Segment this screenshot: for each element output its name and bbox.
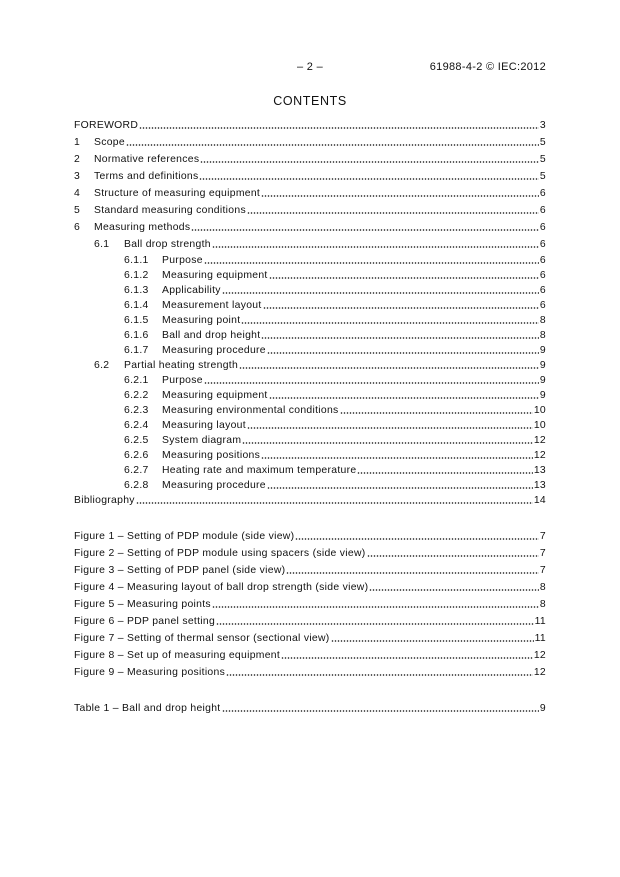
dot-leader xyxy=(357,463,532,478)
toc-entry-label: Normative references xyxy=(94,153,200,165)
toc-entry-page-number: 14 xyxy=(533,494,546,506)
toc-entry-label: Measuring layout xyxy=(162,419,246,431)
toc-entry-page-number: 13 xyxy=(533,479,546,491)
dot-leader xyxy=(340,403,533,418)
table-entry-1 xyxy=(74,700,546,717)
toc-entry-number: 4 xyxy=(74,187,81,199)
toc-entry-page-number: 8 xyxy=(539,314,546,326)
figure-entry-page-number: 8 xyxy=(539,598,546,610)
dot-leader xyxy=(226,664,533,681)
figure-entry-page-number: 7 xyxy=(539,564,546,576)
toc-entry-page-number: 6 xyxy=(539,269,546,281)
toc-entry-label: Scope xyxy=(94,136,125,148)
toc-entry-number: 6.1.6 xyxy=(124,329,149,341)
dot-leader xyxy=(126,134,539,151)
toc-entry-number: 6.2.8 xyxy=(124,479,149,491)
document-reference: 61988-4-2 © IEC:2012 xyxy=(429,61,546,73)
toc-entry-page-number: 5 xyxy=(539,136,546,148)
toc-entry-page-number: 8 xyxy=(539,329,546,341)
toc-entry-page-number: 6 xyxy=(539,187,546,199)
figure-entry-1 xyxy=(74,528,546,545)
toc-entry-label: Ball and drop height xyxy=(162,329,261,341)
toc-entry-6-1-1-purpose xyxy=(74,253,546,268)
toc-entry-number: 6.2.2 xyxy=(124,389,149,401)
toc-entry-6-measuring-methods xyxy=(74,219,546,236)
toc-entry-page-number: 6 xyxy=(539,299,546,311)
dot-leader xyxy=(286,562,539,579)
toc-entry-label: Measuring point xyxy=(162,314,241,326)
figure-entry-7 xyxy=(74,630,546,647)
dot-leader xyxy=(261,448,533,463)
dot-leader xyxy=(269,268,539,283)
figure-entry-8 xyxy=(74,647,546,664)
toc-entry-number: 6.2 xyxy=(94,359,110,371)
toc-entry-number: 6.2.1 xyxy=(124,374,149,386)
figure-entry-page-number: 11 xyxy=(534,615,546,627)
dot-leader xyxy=(191,219,539,236)
toc-entry-bibliography xyxy=(74,493,546,508)
toc-entry-number: 5 xyxy=(74,204,81,216)
dot-leader xyxy=(263,298,539,313)
toc-entry-page-number: 12 xyxy=(533,449,546,461)
toc-entry-label: Standard measuring conditions xyxy=(94,204,246,216)
toc-entry-6-1-7-measuring-procedure xyxy=(74,343,546,358)
dot-leader xyxy=(261,328,538,343)
dot-leader xyxy=(281,647,533,664)
list-of-tables xyxy=(74,700,546,717)
toc-entry-6-2-3-measuring-environmental-conditions xyxy=(74,403,546,418)
toc-entry-page-number: 12 xyxy=(533,434,546,446)
toc-entry-label: Measuring procedure xyxy=(162,344,266,356)
toc-entry-label: Measuring methods xyxy=(94,221,191,233)
dot-leader xyxy=(241,313,538,328)
figure-entry-label: Figure 6 – PDP panel setting xyxy=(74,615,216,627)
dot-leader xyxy=(216,613,534,630)
toc-entry-label: Measuring positions xyxy=(162,449,261,461)
toc-entry-number: 6.2.4 xyxy=(124,419,149,431)
toc-entry-label: Measuring equipment xyxy=(162,389,268,401)
toc-entry-number: 6.2.7 xyxy=(124,464,149,476)
figure-entry-label: Figure 1 – Setting of PDP module (side view) xyxy=(74,530,295,542)
dot-leader xyxy=(204,253,539,268)
toc-entry-label: Purpose xyxy=(162,374,203,386)
figure-entry-page-number: 11 xyxy=(534,632,546,644)
dot-leader xyxy=(267,343,539,358)
dot-leader xyxy=(331,630,534,647)
toc-entry-4-structure-of-measuring-equipment xyxy=(74,185,546,202)
toc-entry-label: Partial heating strength xyxy=(124,359,239,371)
figure-entry-3 xyxy=(74,562,546,579)
toc-entry-page-number: 6 xyxy=(539,254,546,266)
toc-entry-number: 2 xyxy=(74,153,81,165)
dot-leader xyxy=(367,545,539,562)
toc-entry-page-number: 6 xyxy=(539,221,546,233)
toc-entry-label: Applicability xyxy=(162,284,221,296)
toc-entry-number: 6.1.1 xyxy=(124,254,149,266)
toc-entry-number: 6.2.3 xyxy=(124,404,149,416)
toc-entry-number: 6.1 xyxy=(94,238,110,250)
figure-entry-label: Figure 4 – Measuring layout of ball drop strength (side view) xyxy=(74,581,369,593)
toc-entry-6-1-2-measuring-equipment xyxy=(74,268,546,283)
toc-entry-label: Terms and definitions xyxy=(94,170,199,182)
toc-entry-number: 6.1.5 xyxy=(124,314,149,326)
toc-entry-page-number: 6 xyxy=(539,204,546,216)
dot-leader xyxy=(295,528,539,545)
dot-leader xyxy=(136,493,533,508)
toc-entry-label: Bibliography xyxy=(74,494,135,506)
toc-entry-label: System diagram xyxy=(162,434,242,446)
toc-entry-6-2-8-measuring-procedure xyxy=(74,478,546,493)
toc-entry-label: Ball drop strength xyxy=(124,238,211,250)
toc-entry-6-2-1-purpose xyxy=(74,373,546,388)
table-of-contents xyxy=(74,117,546,508)
toc-entry-page-number: 10 xyxy=(533,404,546,416)
figure-entry-label: Figure 3 – Setting of PDP panel (side view) xyxy=(74,564,286,576)
toc-entry-page-number: 10 xyxy=(533,419,546,431)
toc-entry-6-2-2-measuring-equipment xyxy=(74,388,546,403)
toc-entry-6-1-4-measurement-layout xyxy=(74,298,546,313)
dot-leader xyxy=(199,168,538,185)
toc-entry-page-number: 13 xyxy=(533,464,546,476)
page-number-header: – 2 – xyxy=(297,61,323,73)
toc-entry-number: 6.1.4 xyxy=(124,299,149,311)
dot-leader xyxy=(267,478,533,493)
toc-entry-page-number: 5 xyxy=(539,153,546,165)
toc-entry-number: 6.2.5 xyxy=(124,434,149,446)
toc-entry-3-terms-and-definitions xyxy=(74,168,546,185)
toc-entry-number: 6.1.2 xyxy=(124,269,149,281)
dot-leader xyxy=(200,151,539,168)
toc-entry-label: FOREWORD xyxy=(74,119,139,131)
toc-entry-6-2-7-heating-rate-and-maximum-temperature xyxy=(74,463,546,478)
toc-entry-6-1-6-ball-and-drop-height xyxy=(74,328,546,343)
dot-leader xyxy=(212,236,539,253)
toc-entry-label: Measuring environmental conditions xyxy=(162,404,339,416)
toc-entry-number: 3 xyxy=(74,170,81,182)
toc-entry-number: 6.1.7 xyxy=(124,344,149,356)
toc-entry-label: Structure of measuring equipment xyxy=(94,187,261,199)
dot-leader xyxy=(222,700,539,717)
figure-entry-5 xyxy=(74,596,546,613)
figure-entry-label: Figure 7 – Setting of thermal sensor (sectional view) xyxy=(74,632,330,644)
toc-entry-6-2-6-measuring-positions xyxy=(74,448,546,463)
figure-entry-label: Figure 8 – Set up of measuring equipment xyxy=(74,649,281,661)
figure-entry-page-number: 7 xyxy=(539,530,546,542)
figure-entry-page-number: 12 xyxy=(533,649,546,661)
figure-entry-page-number: 8 xyxy=(539,581,546,593)
toc-entry-page-number: 9 xyxy=(539,359,546,371)
toc-entry-foreword xyxy=(74,117,546,134)
figure-entry-page-number: 7 xyxy=(539,547,546,559)
dot-leader xyxy=(269,388,539,403)
toc-entry-page-number: 6 xyxy=(539,238,546,250)
toc-entry-label: Heating rate and maximum temperature xyxy=(162,464,357,476)
toc-entry-number: 6 xyxy=(74,221,81,233)
toc-entry-number: 1 xyxy=(74,136,81,148)
toc-entry-6-2-5-system-diagram xyxy=(74,433,546,448)
dot-leader xyxy=(261,185,539,202)
lists-container xyxy=(74,117,546,717)
toc-entry-number: 6.1.3 xyxy=(124,284,149,296)
dot-leader xyxy=(222,283,539,298)
dot-leader xyxy=(212,596,539,613)
toc-entry-page-number: 3 xyxy=(539,119,546,131)
toc-entry-6-2-4-measuring-layout xyxy=(74,418,546,433)
toc-entry-label: Measuring equipment xyxy=(162,269,268,281)
figure-entry-label: Figure 2 – Setting of PDP module using spacers (side view) xyxy=(74,547,366,559)
toc-entry-page-number: 6 xyxy=(539,284,546,296)
toc-entry-label: Measurement layout xyxy=(162,299,262,311)
toc-entry-page-number: 9 xyxy=(539,389,546,401)
dot-leader xyxy=(242,433,533,448)
dot-leader xyxy=(239,358,539,373)
dot-leader xyxy=(204,373,539,388)
toc-entry-page-number: 5 xyxy=(539,170,546,182)
toc-entry-6-1-ball-drop-strength xyxy=(74,236,546,253)
toc-entry-6-2-partial-heating-strength xyxy=(74,358,546,373)
figure-entry-6 xyxy=(74,613,546,630)
toc-entry-1-scope xyxy=(74,134,546,151)
contents-heading: CONTENTS xyxy=(273,94,347,108)
toc-entry-6-1-3-applicability xyxy=(74,283,546,298)
toc-entry-number: 6.2.6 xyxy=(124,449,149,461)
toc-entry-6-1-5-measuring-point xyxy=(74,313,546,328)
table-entry-page-number: 9 xyxy=(539,702,546,714)
table-entry-label: Table 1 – Ball and drop height xyxy=(74,702,221,714)
figure-entry-page-number: 12 xyxy=(533,666,546,678)
dot-leader xyxy=(247,202,539,219)
dot-leader xyxy=(369,579,539,596)
toc-entry-label: Purpose xyxy=(162,254,203,266)
toc-entry-page-number: 9 xyxy=(539,344,546,356)
figure-entry-2 xyxy=(74,545,546,562)
toc-entry-page-number: 9 xyxy=(539,374,546,386)
figure-entry-4 xyxy=(74,579,546,596)
figure-entry-label: Figure 9 – Measuring positions xyxy=(74,666,226,678)
dot-leader xyxy=(247,418,533,433)
dot-leader xyxy=(139,117,539,134)
toc-entry-5-standard-measuring-conditions xyxy=(74,202,546,219)
figure-entry-label: Figure 5 – Measuring points xyxy=(74,598,211,610)
toc-entry-label: Measuring procedure xyxy=(162,479,266,491)
toc-entry-2-normative-references xyxy=(74,151,546,168)
figure-entry-9 xyxy=(74,664,546,681)
list-of-figures xyxy=(74,528,546,681)
